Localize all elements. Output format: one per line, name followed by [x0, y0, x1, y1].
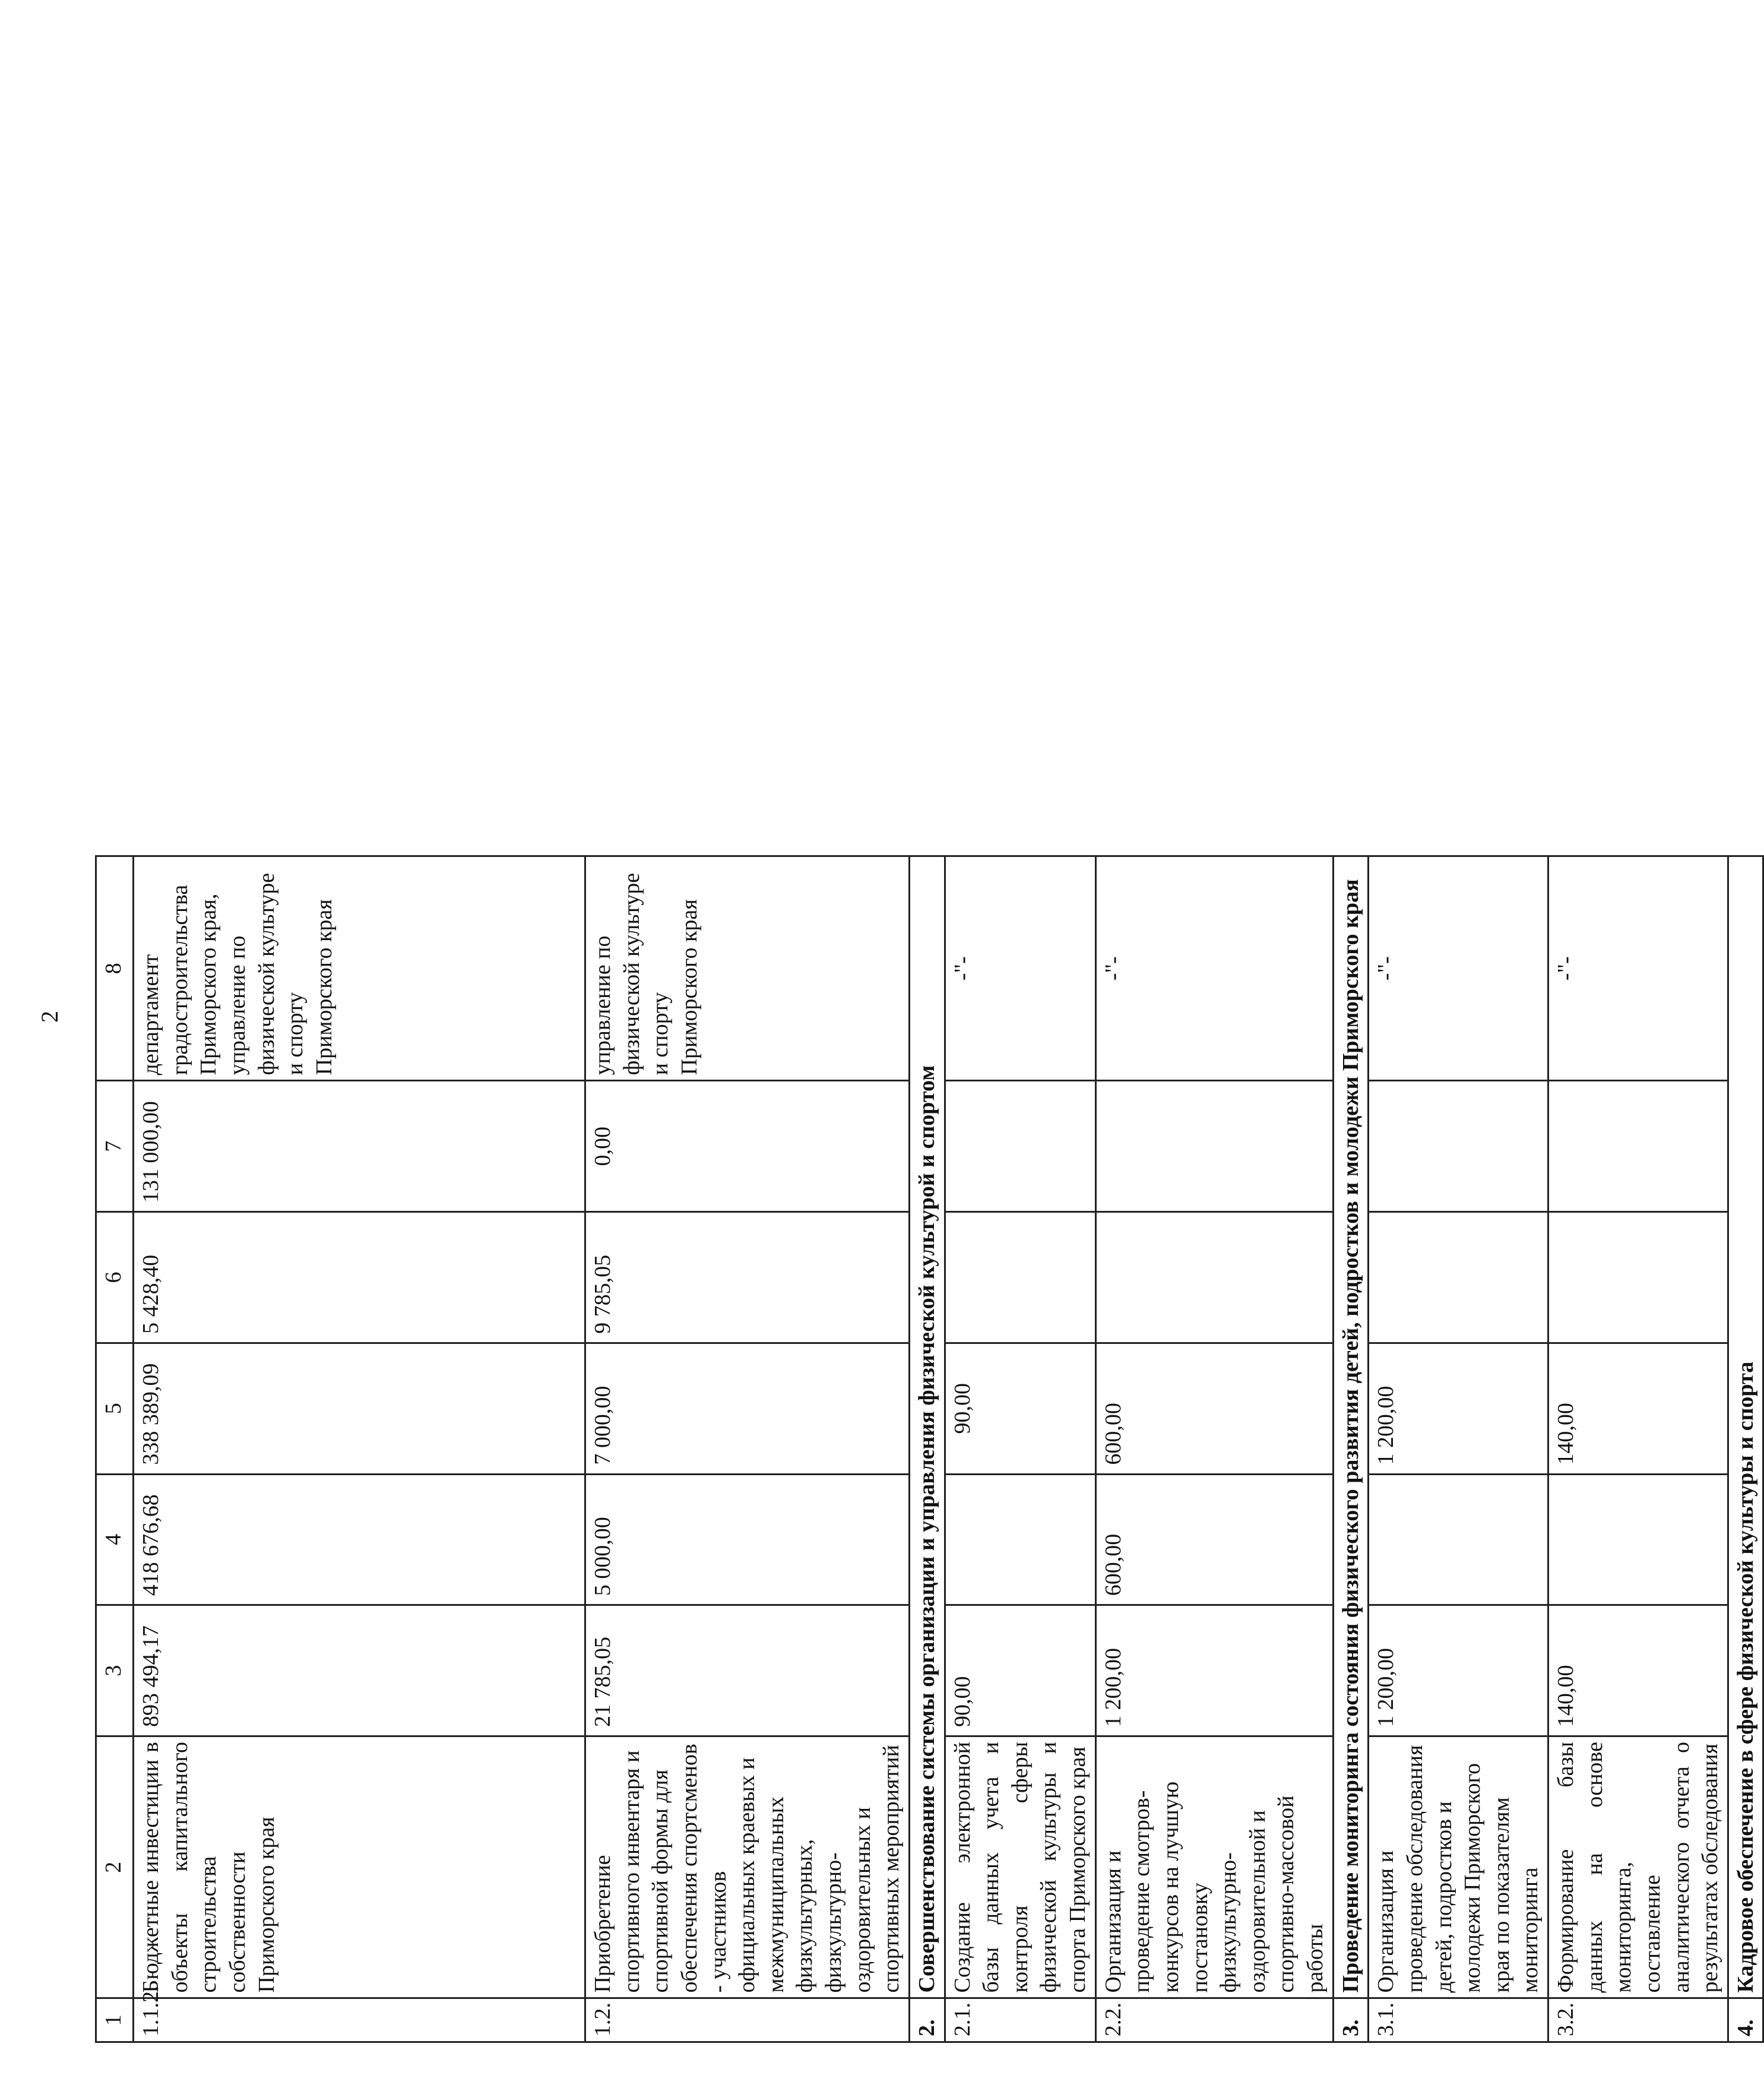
cell-value	[1369, 1212, 1548, 1343]
row-number: 3.2.	[1548, 1998, 1728, 2042]
table-row	[945, 856, 1095, 2042]
cell-value: 0,00	[585, 1081, 910, 1212]
cell-value: 90,00	[945, 1605, 1095, 1736]
row-name: Формирование базы данных на основе мониторинга, составление аналитического отчета о результатах обследования	[1548, 1736, 1728, 1998]
row-name: Приобретение спортивного инвентаря и спортивной формы для обеспечения спортсменов - участников официальных краевых и межмуниципальных физкультурных, физкультурно-оздоровительных и спортивных мероприятий	[585, 1736, 910, 1998]
header-row	[96, 856, 134, 2042]
row-number: 3.1.	[1369, 1998, 1548, 2042]
header-cell: 7	[96, 1081, 134, 1212]
ditto-mark: -"-	[1548, 856, 1728, 1081]
rotated-table-container	[95, 59, 1758, 2043]
cell-value: 1 200,00	[1369, 1605, 1548, 1736]
cell-value	[1548, 1212, 1728, 1343]
cell-value: 21 785,05	[585, 1605, 910, 1736]
header-cell: 4	[96, 1474, 134, 1605]
section-title: Проведение мониторинга состояния физического развития детей, подростков и молодежи Приморского края	[1333, 856, 1369, 1998]
table-row	[1548, 856, 1728, 2042]
ditto-mark: -"-	[1369, 856, 1548, 1081]
cell-value: 1 200,00	[1095, 1605, 1333, 1736]
section-number: 2.	[909, 1998, 945, 2042]
ditto-mark: -"-	[945, 856, 1095, 1081]
responsible-party: департамент градостроительства Приморского края, управление по физической культуре и спорту Приморского края	[134, 856, 585, 1081]
table-row	[134, 856, 585, 2042]
row-name: Создание электронной базы данных учета и контроля сферы физической культуры и спорта Приморского края	[945, 1736, 1095, 1998]
ditto-mark: -"-	[1095, 856, 1333, 1081]
cell-value	[1369, 1081, 1548, 1212]
table-row	[1369, 856, 1548, 2042]
row-name: Организация и проведение смотров-конкурсов на лучшую постановку физкультурно-оздоровительной и спортивно-массовой работы	[1095, 1736, 1333, 1998]
section-title: Совершенствование системы организации и управления физической культурой и спортом	[909, 856, 945, 1998]
cell-value	[945, 1081, 1095, 1212]
row-number: 2.1.	[945, 1998, 1095, 2042]
header-cell: 5	[96, 1343, 134, 1474]
cell-value: 893 494,17	[134, 1605, 585, 1736]
cell-value	[1095, 1212, 1333, 1343]
section-row	[909, 856, 945, 2042]
cell-value: 140,00	[1548, 1343, 1728, 1474]
cell-value: 418 676,68	[134, 1474, 585, 1605]
cell-value: 131 000,00	[134, 1081, 585, 1212]
table-row	[585, 856, 910, 2042]
row-name: Организация и проведение обследования детей, подростков и молодежи Приморского края по показателям мониторинга	[1369, 1736, 1548, 1998]
page-number: 2	[36, 1011, 63, 1023]
header-cell: 3	[96, 1605, 134, 1736]
program-table	[95, 855, 1764, 2043]
cell-value: 7 000,00	[585, 1343, 910, 1474]
header-cell: 6	[96, 1212, 134, 1343]
header-cell: 1	[96, 1998, 134, 2042]
responsible-party: управление по физической культуре и спорту Приморского края	[585, 856, 910, 1081]
cell-value	[945, 1474, 1095, 1605]
cell-value	[945, 1212, 1095, 1343]
section-title: Кадровое обеспечение в сфере физической культуры и спорта	[1728, 856, 1763, 1998]
section-number: 3.	[1333, 1998, 1369, 2042]
cell-value	[1369, 1474, 1548, 1605]
cell-value: 600,00	[1095, 1343, 1333, 1474]
cell-value: 338 389,09	[134, 1343, 585, 1474]
section-row	[1728, 856, 1763, 2042]
header-cell: 8	[96, 856, 134, 1081]
table-row	[1095, 856, 1333, 2042]
row-number: 1.2.	[585, 1998, 910, 2042]
cell-value: 600,00	[1095, 1474, 1333, 1605]
cell-value: 90,00	[945, 1343, 1095, 1474]
section-number: 4.	[1728, 1998, 1763, 2042]
cell-value: 140,00	[1548, 1605, 1728, 1736]
cell-value: 5 000,00	[585, 1474, 910, 1605]
row-name: Бюджетные инвестиции в объекты капитального строительства собственности Приморского края	[134, 1736, 585, 1998]
header-cell: 2	[96, 1736, 134, 1998]
section-row	[1333, 856, 1369, 2042]
cell-value	[1548, 1081, 1728, 1212]
cell-value: 9 785,05	[585, 1212, 910, 1343]
cell-value: 1 200,00	[1369, 1343, 1548, 1474]
row-number: 1.1.2.	[134, 1998, 585, 2042]
cell-value: 5 428,40	[134, 1212, 585, 1343]
cell-value	[1095, 1081, 1333, 1212]
cell-value	[1548, 1474, 1728, 1605]
row-number: 2.2.	[1095, 1998, 1333, 2042]
